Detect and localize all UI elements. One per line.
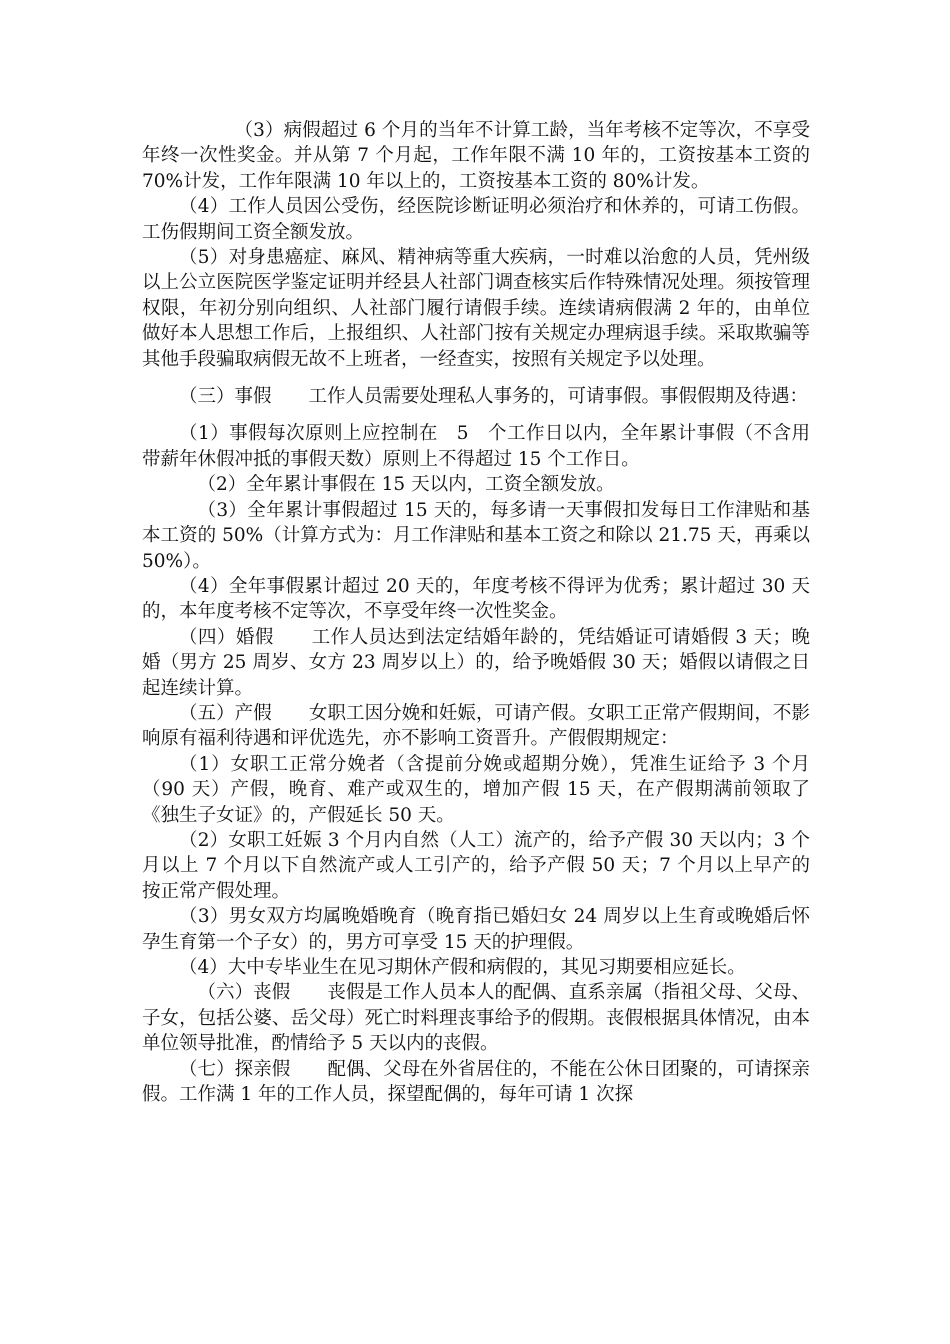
paragraph-maternity-leave-2: （2）女职工妊娠 3 个月内自然（人工）流产的，给予产假 30 天以内；3 个月以上 7 个月以下自然流产或人工引产的，给予产假 50 天；7 个月以上早产的按正常产假处理。 [142, 829, 810, 902]
paragraph-personal-leave-heading: （三）事假 工作人员需要处理私人事务的，可请事假。事假假期及待遇： [179, 386, 809, 408]
paragraph-sick-leave-3: （3）病假超过 6 个月的当年不计算工龄，当年考核不定等次，不享受年终一次性奖金。并从第 7 个月起，工作年限不满 10 年的，工资按基本工资的 70%计发，工作年限满 10 年以上的，工资按基本工资的 80%计发。 [142, 120, 810, 192]
paragraph-maternity-leave-4: （4）大中专毕业生在见习期休产假和病假的，其见习期要相应延长。 [179, 957, 746, 978]
paragraph-sick-leave-4: （4）工作人员因公受伤，经医院诊断证明必须治疗和休养的，可请工伤假。工伤假期间工资全额发放。 [142, 196, 810, 243]
paragraph-personal-leave-1: （1）事假每次原则上应控制在 5 个工作日以内，全年累计事假（不含用带薪年休假冲抵的事假天数）原则上不得超过 15 个工作日。 [142, 423, 810, 470]
paragraph-maternity-leave-3: （3）男女双方均属晚婚晚育（晚育指已婚妇女 24 周岁以上生育或晚婚后怀孕生育第一个子女）的，男方可享受 15 天的护理假。 [142, 906, 810, 953]
paragraph-bereavement-leave: （六）丧假 丧假是工作人员本人的配偶、直系亲属（指祖父母、父母、子女，包括公婆、岳父母）死亡时料理丧事给予的假期。丧假根据具体情况，由本单位领导批准，酌情给予 5 天以内的丧假。 [142, 982, 810, 1055]
paragraph-personal-leave-4: （4）全年事假累计超过 20 天的，年度考核不得评为优秀；累计超过 30 天的，本年度考核不定等次，不享受年终一次性奖金。 [142, 575, 810, 623]
paragraph-sick-leave-5: （5）对身患癌症、麻风、精神病等重大疾病，一时难以治愈的人员，凭州级以上公立医院医学鉴定证明并经县人社部门调查核实后作特殊情况处理。须按管理权限，年初分别向组织、人社部门履行请假手续。连续请病假满 2 年的，由单位做好本人思想工作后，上报组织、人社部门按有关规定办理病退手续。采取欺骗等其他手段骗取病假无故不上班者，一经查实，按照有关规定予以处理。 [142, 247, 810, 370]
paragraph-maternity-leave-1: （1）女职工正常分娩者（含提前分娩或超期分娩），凭准生证给予 3 个月（90 天）产假，晚育、难产或双生的，增加产假 15 天，在产假期满前领取了《独生子女证》的，产假延长 50 天。 [142, 753, 810, 826]
paragraph-marriage-leave: （四）婚假 工作人员达到法定结婚年龄的，凭结婚证可请婚假 3 天；晚婚（男方 25 周岁、女方 23 周岁以上）的，给予晚婚假 30 天；婚假以请假之日起连续计算。 [142, 626, 810, 699]
document-body [142, 118, 810, 1107]
paragraph-family-visit-leave: （七）探亲假 配偶、父母在外省居住的，不能在公休日团聚的，可请探亲假。工作满 1 年的工作人员，探望配偶的，每年可请 1 次探 [142, 1058, 810, 1106]
paragraph-maternity-leave-heading: （五）产假 女职工因分娩和妊娠，可请产假。女职工正常产假期间，不影响原有福利待遇和评优选先，亦不影响工资晋升。产假假期规定： [142, 702, 810, 750]
paragraph-personal-leave-3: （3）全年累计事假超过 15 天的，每多请一天事假扣发每日工作津贴和基本工资的 50%（计算方式为：月工作津贴和基本工资之和除以 21.75 天，再乘以 50%）。 [142, 499, 810, 572]
paragraph-personal-leave-2: （2）全年累计事假在 15 天以内，工资全额发放。 [197, 474, 615, 496]
